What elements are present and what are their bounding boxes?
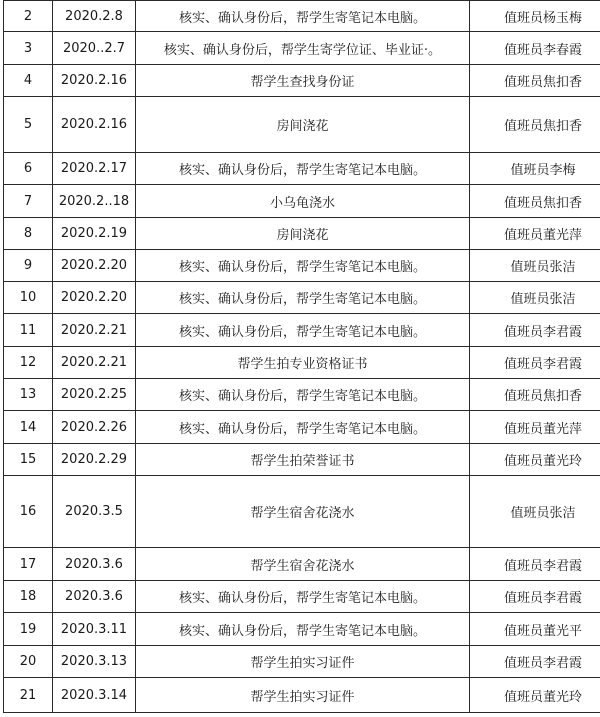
table-row	[4, 282, 600, 314]
task-description-cell: 核实、确认身份后，帮学生寄笔记本电脑。	[136, 581, 470, 613]
row-number-cell: 6	[4, 153, 53, 185]
table-row	[4, 581, 600, 613]
row-number-cell: 10	[4, 282, 53, 314]
date-cell: 2020.3.11	[53, 613, 136, 646]
task-description-cell: 房间浇花	[136, 218, 470, 250]
table-row	[4, 1, 600, 32]
date-cell: 2020.3.6	[53, 581, 136, 613]
task-description-cell: 核实、确认身份后，帮学生寄笔记本电脑。	[136, 282, 470, 314]
date-cell: 2020.3.13	[53, 646, 136, 678]
duty-officer-cell: 值班员董光玲	[470, 444, 600, 476]
row-number-cell: 11	[4, 314, 53, 347]
table-row	[4, 250, 600, 282]
task-description-cell: 核实、确认身份后，帮学生寄笔记本电脑。	[136, 250, 470, 282]
duty-log-body	[4, 1, 600, 713]
task-description-cell: 核实、确认身份后，帮学生寄学位证、毕业证·。	[136, 32, 470, 65]
duty-officer-cell: 值班员李君霞	[470, 347, 600, 379]
table-row	[4, 444, 600, 476]
row-number-cell: 17	[4, 548, 53, 581]
duty-officer-cell: 值班员张洁	[470, 476, 600, 548]
task-description-cell: 核实、确认身份后，帮学生寄笔记本电脑。	[136, 314, 470, 347]
table-row	[4, 548, 600, 581]
task-description-cell: 帮学生拍实习证件	[136, 678, 470, 713]
table-row	[4, 32, 600, 65]
task-description-cell: 房间浇花	[136, 97, 470, 153]
duty-officer-cell: 值班员李春霞	[470, 32, 600, 65]
table-row	[4, 185, 600, 218]
date-cell: 2020.2.17	[53, 153, 136, 185]
date-cell: 2020.2.25	[53, 379, 136, 411]
table-row	[4, 218, 600, 250]
row-number-cell: 14	[4, 411, 53, 444]
date-cell: 2020.2.21	[53, 314, 136, 347]
duty-officer-cell: 值班员李君霞	[470, 314, 600, 347]
table-row	[4, 153, 600, 185]
row-number-cell: 8	[4, 218, 53, 250]
date-cell: 2020.2.20	[53, 282, 136, 314]
row-number-cell: 16	[4, 476, 53, 548]
table-row	[4, 476, 600, 548]
task-description-cell: 帮学生拍专业资格证书	[136, 347, 470, 379]
row-number-cell: 5	[4, 97, 53, 153]
task-description-cell: 帮学生宿舍花浇水	[136, 548, 470, 581]
row-number-cell: 4	[4, 65, 53, 97]
table-row	[4, 411, 600, 444]
row-number-cell: 19	[4, 613, 53, 646]
date-cell: 2020.3.6	[53, 548, 136, 581]
task-description-cell: 帮学生拍实习证件	[136, 646, 470, 678]
task-description-cell: 核实、确认身份后，帮学生寄笔记本电脑。	[136, 613, 470, 646]
duty-officer-cell: 值班员焦扣香	[470, 97, 600, 153]
date-cell: 2020.3.14	[53, 678, 136, 713]
date-cell: 2020.2..18	[53, 185, 136, 218]
row-number-cell: 7	[4, 185, 53, 218]
date-cell: 2020.2.16	[53, 97, 136, 153]
row-number-cell: 21	[4, 678, 53, 713]
table-row	[4, 379, 600, 411]
task-description-cell: 核实、确认身份后，帮学生寄笔记本电脑。	[136, 153, 470, 185]
table-row	[4, 65, 600, 97]
date-cell: 2020.2.21	[53, 347, 136, 379]
date-cell: 2020.2.19	[53, 218, 136, 250]
table-row	[4, 314, 600, 347]
duty-officer-cell: 值班员焦扣香	[470, 65, 600, 97]
table-row	[4, 646, 600, 678]
date-cell: 2020.2.26	[53, 411, 136, 444]
duty-officer-cell: 值班员董光萍	[470, 218, 600, 250]
row-number-cell: 3	[4, 32, 53, 65]
row-number-cell: 13	[4, 379, 53, 411]
duty-officer-cell: 值班员董光平	[470, 613, 600, 646]
table-row	[4, 613, 600, 646]
duty-officer-cell: 值班员李梅	[470, 153, 600, 185]
duty-officer-cell: 值班员董光萍	[470, 411, 600, 444]
date-cell: 2020.2.29	[53, 444, 136, 476]
date-cell: 2020.2.20	[53, 250, 136, 282]
row-number-cell: 2	[4, 1, 53, 32]
task-description-cell: 帮学生宿舍花浇水	[136, 476, 470, 548]
duty-officer-cell: 值班员李君霞	[470, 646, 600, 678]
duty-officer-cell: 值班员李君霞	[470, 548, 600, 581]
duty-log-table	[3, 0, 600, 713]
row-number-cell: 9	[4, 250, 53, 282]
date-cell: 2020..2.7	[53, 32, 136, 65]
date-cell: 2020.2.16	[53, 65, 136, 97]
duty-officer-cell: 值班员张洁	[470, 282, 600, 314]
row-number-cell: 18	[4, 581, 53, 613]
table-row	[4, 97, 600, 153]
row-number-cell: 20	[4, 646, 53, 678]
duty-officer-cell: 值班员李君霞	[470, 581, 600, 613]
date-cell: 2020.3.5	[53, 476, 136, 548]
task-description-cell: 核实、确认身份后，帮学生寄笔记本电脑。	[136, 411, 470, 444]
duty-officer-cell: 值班员焦扣香	[470, 379, 600, 411]
duty-officer-cell: 值班员杨玉梅	[470, 1, 600, 32]
task-description-cell: 核实、确认身份后，帮学生寄笔记本电脑。	[136, 1, 470, 32]
task-description-cell: 小乌龟浇水	[136, 185, 470, 218]
duty-officer-cell: 值班员董光玲	[470, 678, 600, 713]
date-cell: 2020.2.8	[53, 1, 136, 32]
table-row	[4, 347, 600, 379]
duty-officer-cell: 值班员张洁	[470, 250, 600, 282]
task-description-cell: 核实、确认身份后，帮学生寄笔记本电脑。	[136, 379, 470, 411]
row-number-cell: 15	[4, 444, 53, 476]
task-description-cell: 帮学生拍荣誉证书	[136, 444, 470, 476]
task-description-cell: 帮学生查找身份证	[136, 65, 470, 97]
row-number-cell: 12	[4, 347, 53, 379]
duty-officer-cell: 值班员焦扣香	[470, 185, 600, 218]
table-row	[4, 678, 600, 713]
